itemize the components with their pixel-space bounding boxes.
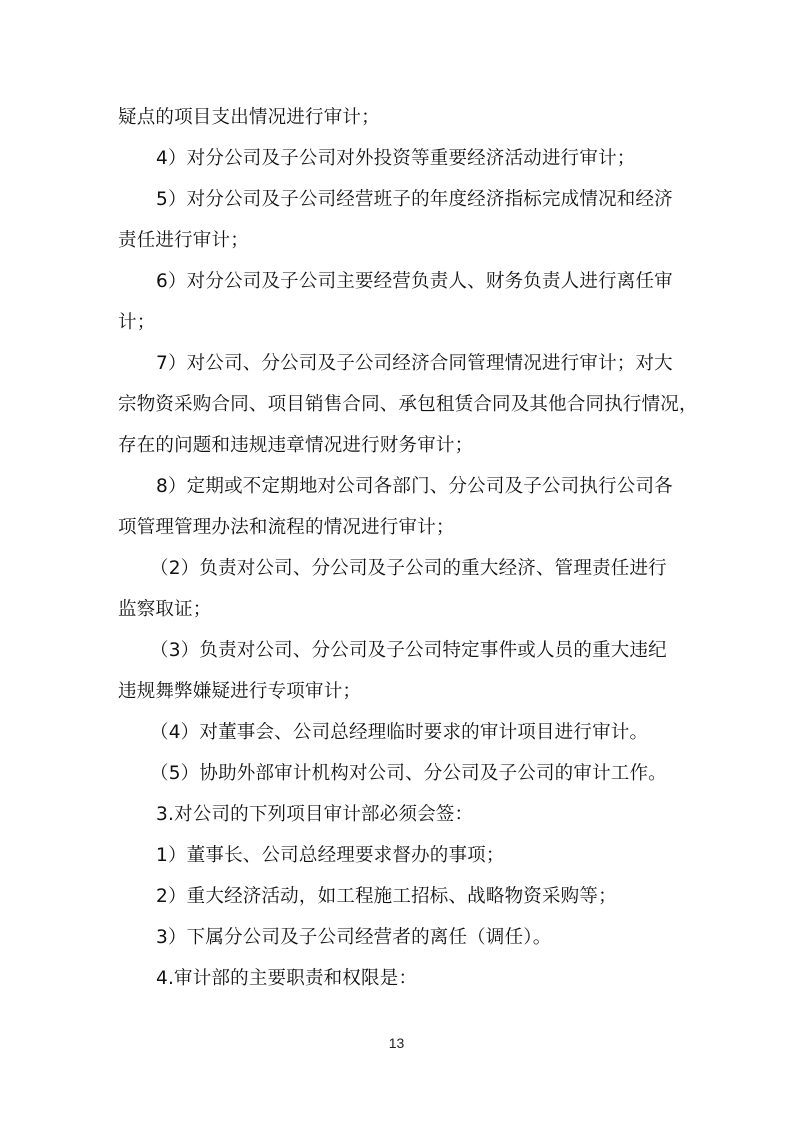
paragraph-line: 7）对公司、分公司及子公司经济合同管理情况进行审计；对大	[156, 353, 673, 374]
paragraph-line: 违规舞弊嫌疑进行专项审计；	[118, 681, 362, 702]
paragraph-line: 监察取证；	[118, 599, 212, 620]
paragraph-line: 疑点的项目支出情况进行审计；	[118, 107, 380, 128]
paragraph-line: （5）协助外部审计机构对公司、分公司及子公司的审计工作。	[150, 763, 667, 784]
paragraph-line: 4）对分公司及子公司对外投资等重要经济活动进行审计；	[156, 148, 636, 169]
paragraph-line: （3）负责对公司、分公司及子公司特定事件或人员的重大违纪	[150, 640, 667, 661]
paragraph-line: （2）负责对公司、分公司及子公司的重大经济、管理责任进行	[150, 558, 667, 579]
document-body	[118, 97, 698, 999]
paragraph-line: 2）重大经济活动，如工程施工招标、战略物资采购等；	[156, 886, 617, 907]
page-number: 13	[388, 1035, 405, 1051]
paragraph-line: 1）董事长、公司总经理要求督办的事项；	[156, 845, 505, 866]
paragraph-line: 8）定期或不定期地对公司各部门、分公司及子公司执行公司各	[156, 476, 673, 497]
paragraph-line: 计；	[118, 312, 156, 333]
paragraph-line: 4.审计部的主要职责和权限是：	[156, 968, 418, 989]
paragraph-line: 6）对分公司及子公司主要经营负责人、财务负责人进行离任审	[156, 271, 673, 292]
paragraph-line: 存在的问题和违规违章情况进行财务审计；	[118, 435, 474, 456]
paragraph-line: 3）下属分公司及子公司经营者的离任（调任）。	[156, 927, 552, 948]
paragraph-line: 项管理管理办法和流程的情况进行审计；	[118, 517, 455, 538]
paragraph-line: 责任进行审计；	[118, 230, 249, 251]
paragraph-line: （4）对董事会、公司总经理临时要求的审计项目进行审计。	[150, 722, 649, 743]
paragraph-line: 宗物资采购合同、项目销售合同、承包租赁合同及其他合同执行情况，	[118, 394, 698, 415]
paragraph-line: 3.对公司的下列项目审计部必须会签：	[156, 804, 474, 825]
paragraph-line: 5）对分公司及子公司经营班子的年度经济指标完成情况和经济	[156, 189, 673, 210]
